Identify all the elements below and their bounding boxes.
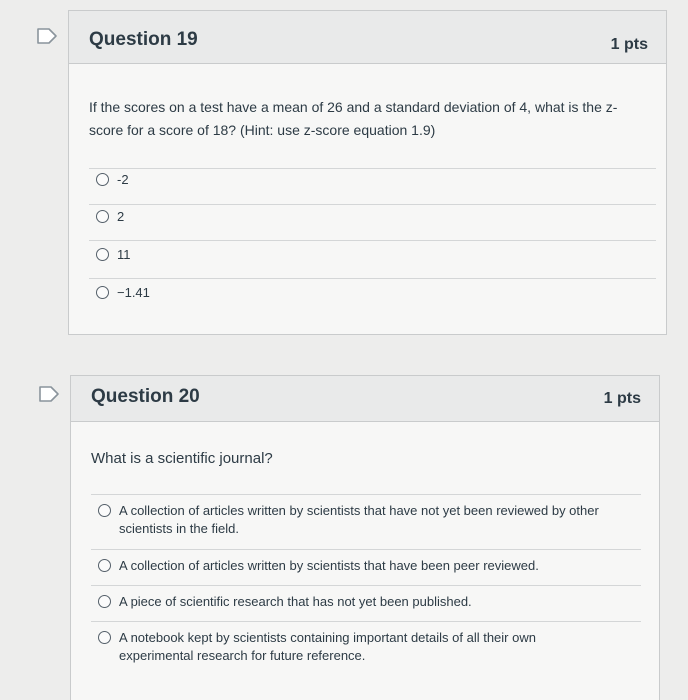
flag-question-19-icon[interactable] (36, 27, 58, 45)
answer-label: −1.41 (117, 285, 150, 300)
answer-option[interactable] (98, 502, 638, 538)
answer-label: A collection of articles written by scientists that have not yet been reviewed by other scientists in the field. (119, 503, 599, 536)
answer-label: A collection of articles written by scientists that have been peer reviewed. (119, 558, 539, 573)
divider (89, 168, 656, 169)
divider (91, 549, 641, 550)
answer-label: 11 (117, 247, 131, 262)
question-19-header (69, 11, 666, 64)
question-20-card (70, 375, 660, 700)
radio-button[interactable] (98, 631, 111, 644)
question-20-text: What is a scientific journal? (91, 450, 273, 467)
divider (91, 494, 641, 495)
question-19-card (68, 10, 667, 335)
answer-option[interactable] (96, 246, 131, 264)
answer-label: 2 (117, 209, 125, 224)
divider (91, 585, 641, 586)
question-19-text: If the scores on a test have a mean of 26 and a standard deviation of 4, what is the z-score for a score of 18? (Hint: use z-score equation 1.9) (89, 99, 618, 138)
question-19-title: Question 19 (89, 29, 198, 50)
question-20-points: 1 pts (603, 390, 641, 407)
answer-label: -2 (117, 172, 129, 187)
radio-button[interactable] (98, 595, 111, 608)
question-20-header (71, 376, 659, 422)
radio-button[interactable] (98, 504, 111, 517)
radio-button[interactable] (98, 559, 111, 572)
answer-label: A piece of scientific research that has not yet been published. (119, 594, 472, 609)
radio-button[interactable] (96, 173, 109, 186)
radio-button[interactable] (96, 248, 109, 261)
answer-option[interactable] (98, 629, 568, 665)
radio-button[interactable] (96, 210, 109, 223)
answer-option[interactable] (98, 593, 638, 611)
radio-button[interactable] (96, 286, 109, 299)
divider (91, 621, 641, 622)
answer-label: A notebook kept by scientists containing important details of all their own experimental research for future reference. (119, 630, 536, 663)
divider (89, 240, 656, 241)
answer-option[interactable] (96, 171, 129, 189)
answer-option[interactable] (96, 284, 150, 302)
question-20-title: Question 20 (91, 386, 200, 407)
answer-option[interactable] (96, 208, 124, 226)
question-19-points: 1 pts (610, 36, 648, 53)
flag-question-20-icon[interactable] (38, 385, 60, 403)
divider (89, 278, 656, 279)
divider (89, 204, 656, 205)
answer-option[interactable] (98, 557, 638, 575)
